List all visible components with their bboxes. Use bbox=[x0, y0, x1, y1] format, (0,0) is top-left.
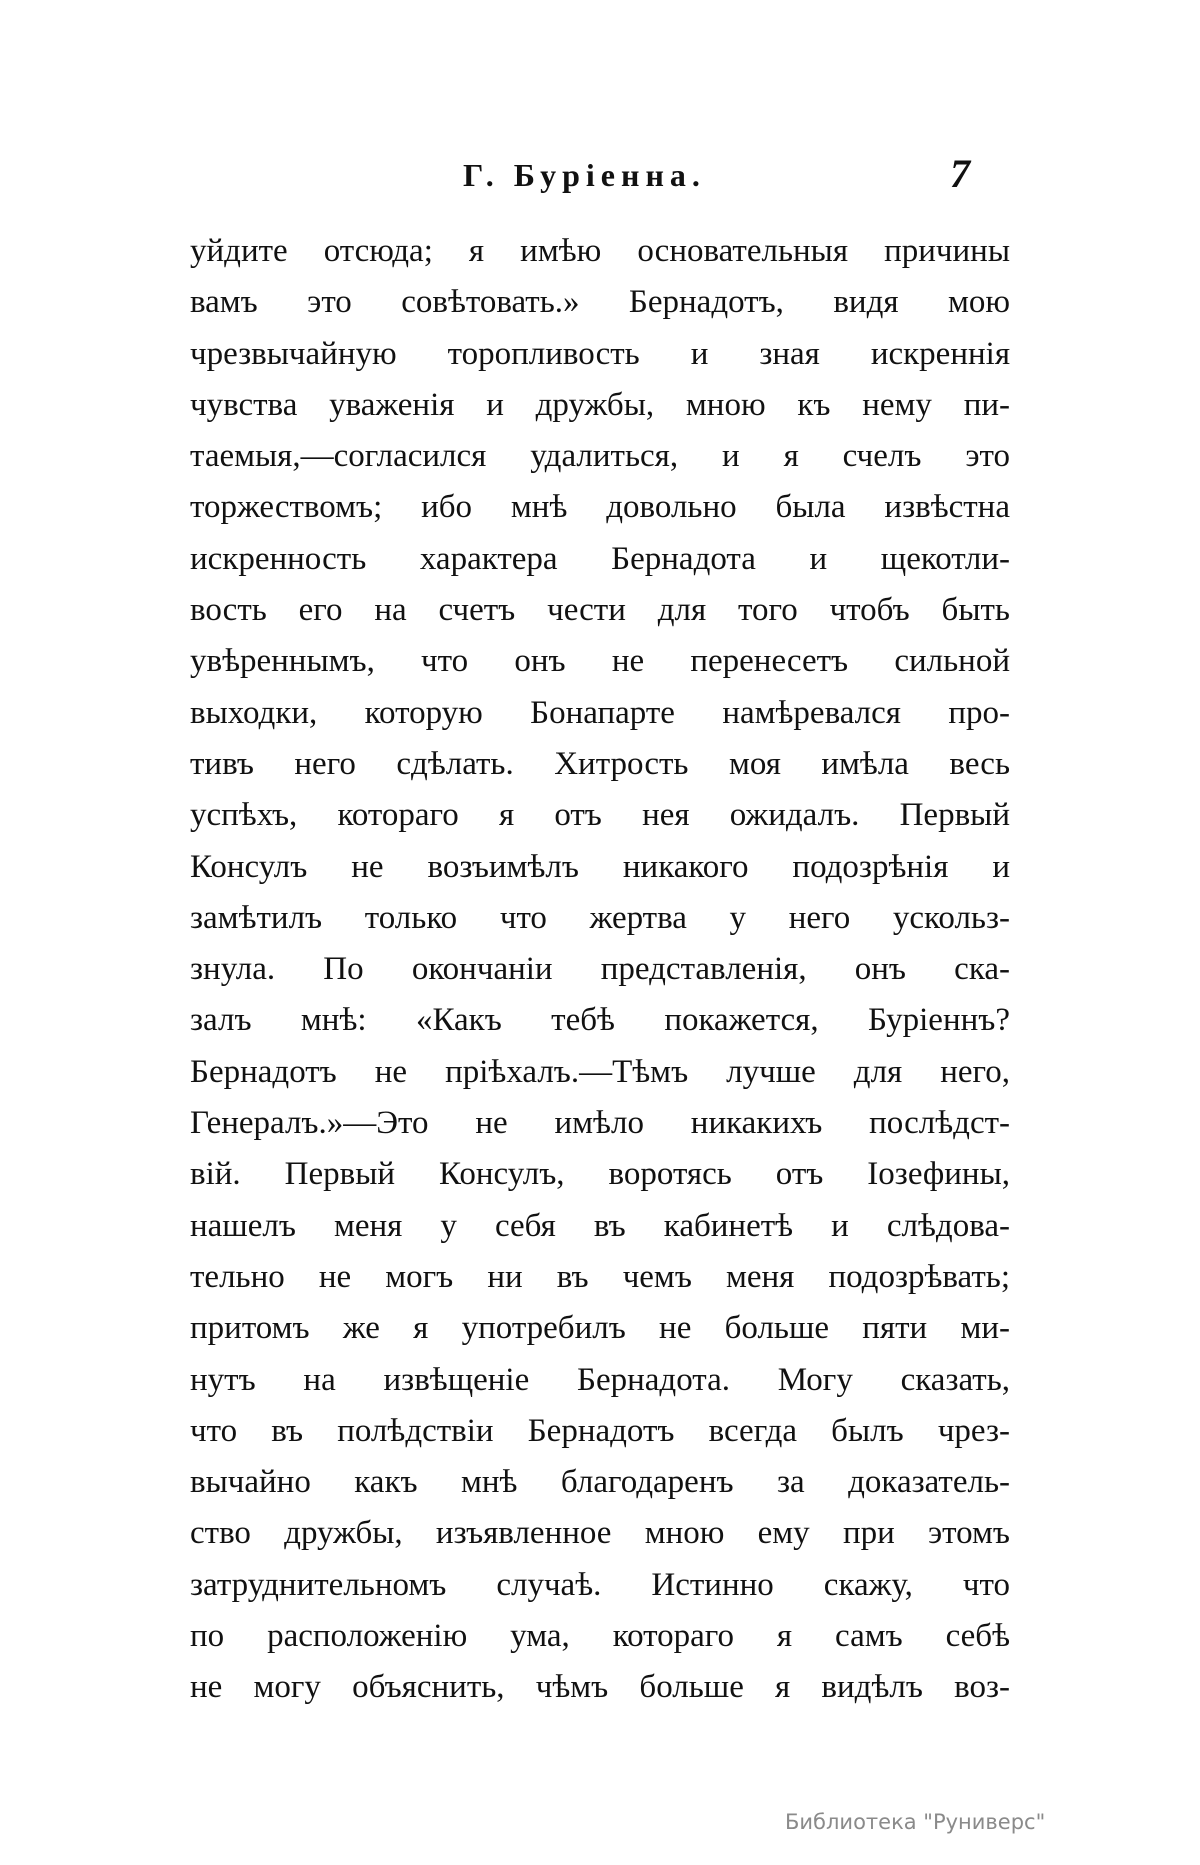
text-line: что въ полѣдствiи Бернадотъ всегда былъ чрез- bbox=[190, 1412, 1010, 1449]
text-line: замѣтилъ только что жертва у него ускольз- bbox=[190, 899, 1010, 936]
text-line: по расположенiю ума, котораго я самъ себѣ bbox=[190, 1618, 1010, 1655]
text-line: притомъ же я употребилъ не больше пяти ми- bbox=[190, 1310, 1010, 1347]
text-line: таемыя,—согласился удалиться, и я счелъ это bbox=[190, 438, 1010, 475]
text-line: чрезвычайную торопливость и зная искреннiя bbox=[190, 335, 1010, 372]
page-number: 7 bbox=[950, 151, 970, 196]
text-line: нутъ на извѣщенiе Бернадота. Могу сказать, bbox=[190, 1361, 1010, 1398]
text-line: вiй. Первый Консулъ, воротясь отъ Iозефины, bbox=[190, 1156, 1010, 1193]
body-text bbox=[190, 226, 1010, 1714]
text-line: затруднительномъ случаѣ. Истинно скажу, что bbox=[190, 1566, 1010, 1603]
text-line: нашелъ меня у себя въ кабинетѣ и слѣдова- bbox=[190, 1207, 1010, 1244]
text-line: Консулъ не возъимѣлъ никакого подозрѣнiя и bbox=[190, 848, 1010, 885]
text-line: увѣреннымъ, что онъ не перенесетъ сильной bbox=[190, 643, 1010, 680]
text-line: уйдите отсюда; я имѣю основательныя причины bbox=[190, 233, 1010, 269]
text-line: тивъ него сдѣлать. Хитрость моя имѣла весь bbox=[190, 745, 1010, 782]
running-head: Г. Бурiенна. bbox=[463, 157, 706, 193]
text-line: успѣхъ, котораго я отъ нея ожидалъ. Первый bbox=[190, 797, 1010, 834]
text-line: не могу объяснить, чѣмъ больше я видѣлъ воз- bbox=[190, 1669, 1010, 1706]
text-line: тельно не могъ ни въ чемъ меня подозрѣвать; bbox=[190, 1258, 1010, 1295]
text-line: ство дружбы, изъявленное мною ему при этомъ bbox=[190, 1515, 1010, 1552]
text-line: залъ мнѣ: «Какъ тебѣ покажется, Бурiеннъ? bbox=[190, 1002, 1010, 1039]
text-line: вычайно какъ мнѣ благодаренъ за доказатель- bbox=[190, 1464, 1010, 1501]
text-line: Генералъ.»—Это не имѣло никакихъ послѣдст- bbox=[190, 1105, 1010, 1142]
text-line: вость его на счетъ чести для того чтобъ быть bbox=[190, 592, 1010, 629]
text-line: вамъ это совѣтовать.» Бернадотъ, видя мою bbox=[190, 284, 1010, 321]
text-line: искренность характера Бернадота и щекотли- bbox=[190, 540, 1010, 577]
text-line: Бернадотъ не прiѣхалъ.—Тѣмъ лучше для него, bbox=[190, 1053, 1010, 1090]
text-line: знула. По окончанiи представленiя, онъ ска- bbox=[190, 951, 1010, 988]
library-watermark: Библиотека "Руниверс" bbox=[785, 1810, 1046, 1834]
text-line: чувства уваженiя и дружбы, мною къ нему пи- bbox=[190, 386, 1010, 423]
text-line: торжествомъ; ибо мнѣ довольно была извѣстна bbox=[190, 489, 1010, 526]
text-line: выходки, которую Бонапарте намѣревался про- bbox=[190, 694, 1010, 731]
